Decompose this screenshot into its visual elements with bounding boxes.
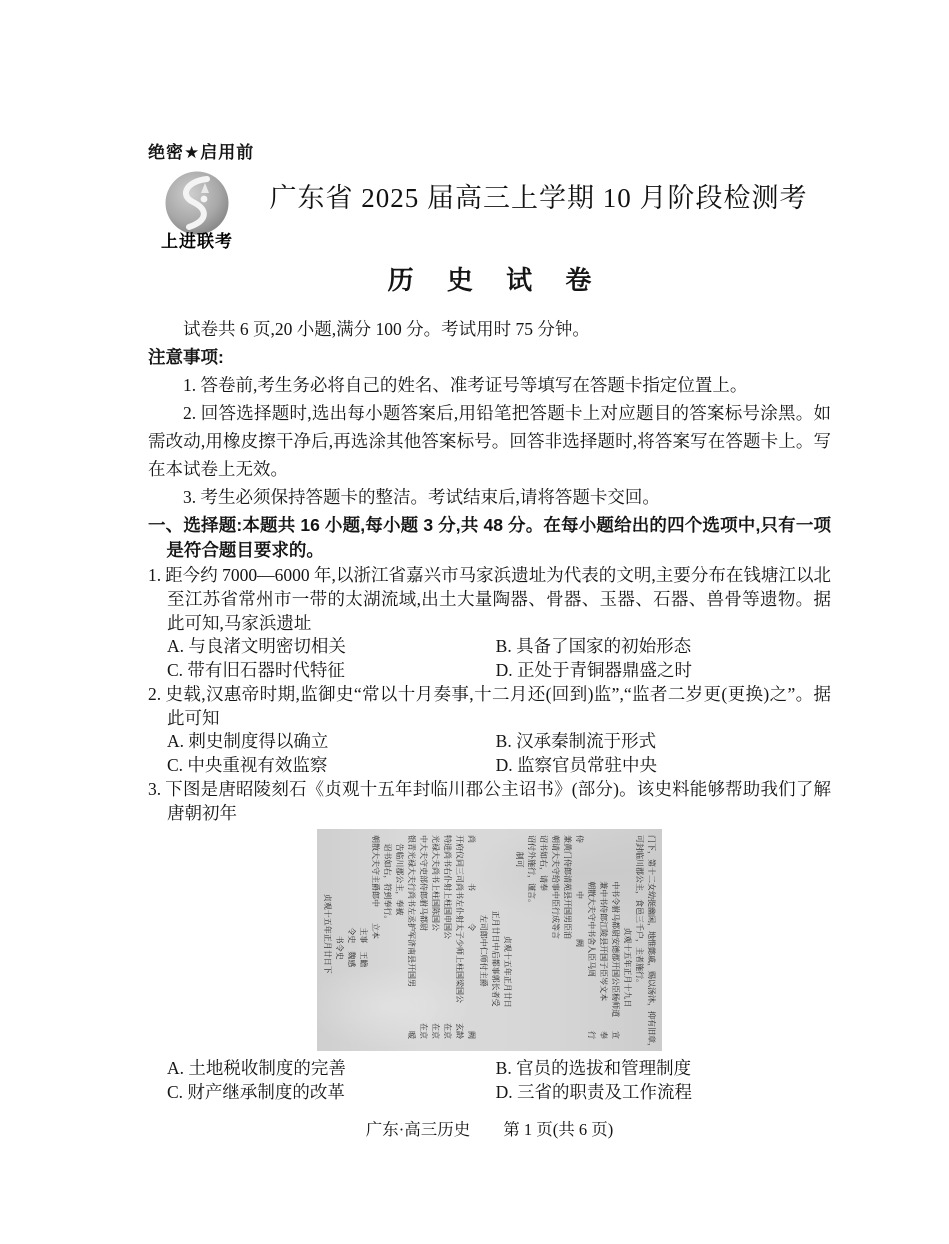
question-3-options (148, 1057, 831, 1104)
question-1-options (148, 635, 831, 682)
page-footer: 广东·高三历史 第 1 页(共 6 页) (365, 1120, 614, 1139)
inscription-column: 门下，第十二女幼挺幽闲，地惟懿戚，赐以汤沐，抑有旧章， (647, 835, 656, 1051)
exam-info-line: 试卷共 6 页,20 小题,满分 100 分。考试用时 75 分钟。 (183, 319, 590, 339)
inscription-column: 主事 王瞻 (359, 927, 368, 968)
inscription-column: 诏书如右，请奉 (539, 835, 548, 891)
inscription-column: 令史 魏感 (347, 927, 356, 968)
inscription-column: 书令史 (335, 935, 344, 960)
inscription-column: 中大夫守吏部侍郎驸马都尉 在京 (419, 835, 428, 1039)
inscription-column: 制可 (515, 851, 524, 868)
inscription-column: 朝散大夫守主爵郎中 立本 (371, 835, 380, 939)
question-1-number: 1. (148, 565, 162, 585)
inscription-column: 贞观十五年正月十九日 (623, 927, 632, 1008)
section-1-title: 一、选择题:本题共 16 小题,每小题 3 分,共 48 分。在每小题给出的四个选项中,只有一项是符合题目要求的。 (148, 515, 831, 560)
inscription-column: 特进尚书右仆射上柱国申国公 在京 (443, 835, 452, 1039)
inscription-column: 尚 书 令 阙 (467, 835, 476, 1039)
question-2-number: 2. (148, 684, 162, 704)
question-2-option-d: D. 监察官员常驻中央 (495, 754, 658, 775)
secrecy-label: 绝密★启用前 (148, 143, 255, 162)
question-3-option-d: D. 三省的职责及工作流程 (495, 1081, 693, 1102)
notice-item-3: 3. 考生必须保持答题卡的整洁。考试结束后,请将答题卡交回。 (183, 487, 660, 507)
notice-item-2: 2. 回答选择题时,选出每小题答案后,用铅笔把答题卡上对应题目的答案标号涂黑。如需改动,用橡皮擦干净后,再选涂其他答案标号。回答非选择题时,将答案写在答题卡上。写在本试卷上无效。 (148, 403, 831, 479)
question-3-text: 下图是唐昭陵刻石《贞观十五年封临川郡公主诏书》(部分)。该史料能够帮助我们了解唐朝初年 (165, 779, 831, 823)
inscription-column: 贞观十五年正月廿日下 (323, 893, 332, 974)
exam-header (148, 169, 831, 259)
question-2-option-b: B. 汉承秦制流于形式 (495, 731, 657, 751)
inscription-column: 左司郎中仁师付主爵 (479, 914, 488, 987)
inscription-column: 正月廿日中后都事郭长者受 (491, 910, 500, 1007)
inscription-column: 朝请大夫守给事中臣行成等言 (551, 835, 560, 939)
question-1-text: 距今约 7000—6000 年,以浙江省嘉兴市马家浜遗址为代表的文明,主要分布在钱塘江以北至江苏省常州市一带的太湖流域,出土大量陶器、骨器、玉器、石器、兽骨等遗物。据此可知,马家浜遗址 (165, 565, 831, 633)
question-3-number: 3. (148, 779, 162, 799)
inscription-column: 开府仪同三司尚书左仆射太子少师上柱国梁国公 玄龄 (455, 835, 464, 1039)
question-3-option-c: C. 财产继承制度的改革 (167, 1081, 345, 1102)
inscription-column: 可封临川郡公主，食邑三千户，主者施行。 (635, 835, 644, 987)
exam-subtitle: 历 史 试 卷 (387, 265, 605, 295)
question-1-option-a: A. 与良渚文明密切相关 (167, 636, 346, 656)
inscription-column: 银青光禄大夫行尚书左丞护军济南县开国男 暧 (407, 835, 416, 1039)
question-3-option-b: B. 官员的选拔和管理制度 (495, 1058, 692, 1078)
inscription-column: 诏书如右，符到奉行。 (383, 843, 392, 924)
inscription-column: 光禄大夫尚书上柱国陈国公 在京 (431, 835, 440, 1039)
question-1-option-b: B. 具备了国家的初始形态 (495, 636, 692, 656)
question-2-option-c: C. 中央重视有效监察 (167, 754, 328, 775)
inscription-column: 告临川郡公主，奉被 (395, 843, 404, 916)
page-content (148, 0, 831, 1142)
question-1 (148, 563, 831, 635)
shangjin-lianka-logo-icon (163, 169, 231, 237)
inscription-image (317, 829, 662, 1051)
question-3-option-a: A. 土地税收制度的完善 (167, 1058, 346, 1078)
inscription-column: 兼中书侍郎江陵县开国子臣岑文本 奉 (599, 881, 608, 1039)
inscription-column: 朝散大夫守中书舍人臣马周 行 (587, 881, 596, 1039)
exam-title: 广东省 2025 届高三上学期 10 月阶段检测考 (269, 183, 808, 213)
notice-item-1: 1. 答卷前,考生务必将自己的姓名、准考证号等填写在答题卡指定位置上。 (183, 375, 748, 395)
question-3 (148, 777, 831, 825)
question-1-option-d: D. 正处于青铜器鼎盛之时 (495, 659, 693, 680)
logo-text: 上进联考 (161, 232, 233, 251)
inscription-column: 诏付外施行，谨言。 (527, 835, 536, 907)
inscription-column: 侍 中 阙 (575, 835, 584, 947)
inscription-column: 中书令驸马都尉安德郡开国公臣杨师道 宣 (611, 881, 620, 1039)
question-2 (148, 682, 831, 730)
notice-title: 注意事项: (148, 347, 224, 367)
inscription-rotor (321, 835, 657, 1051)
question-1-option-c: C. 带有旧石器时代特征 (167, 659, 345, 680)
question-2-options (148, 730, 831, 777)
question-2-option-a: A. 刺史制度得以确立 (167, 731, 329, 751)
question-2-text: 史载,汉惠帝时期,监御史“常以十月奏事,十二月还(回到)监”,“监者二岁更(更换)之”。据此可知 (165, 684, 831, 728)
logo (148, 169, 246, 251)
inscription-column: 贞观十五年正月廿日 (503, 935, 512, 1008)
inscription-column: 兼黄门侍郎清苑县开国男臣洎 (563, 835, 572, 939)
